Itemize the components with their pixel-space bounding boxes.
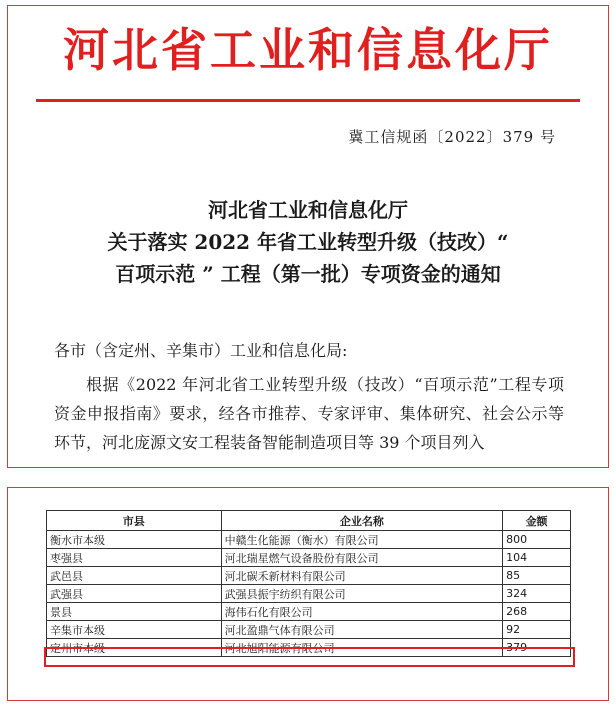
document-title [8, 194, 608, 290]
cell-company: 河北碳禾新材料有限公司 [221, 567, 503, 585]
table-row [47, 549, 571, 567]
cell-county: 武强县 [47, 585, 222, 603]
notice-document-panel [7, 5, 609, 468]
cell-amount: 104 [503, 549, 571, 567]
title-line: 百项示范 ” 工程（第一批）专项资金的通知 [115, 262, 501, 286]
cell-amount: 800 [503, 531, 571, 549]
table-row [47, 531, 571, 549]
cell-county: 武邑县 [47, 567, 222, 585]
cell-county: 景县 [47, 603, 222, 621]
cell-county: 定州市本级 [47, 639, 222, 657]
title-line: 关于落实 2022 年省工业转型升级（技改）“ [107, 230, 509, 254]
body-paragraph: 根据《2022 年河北省工业转型升级（技改）“百项示范”工程专项资金申报指南》要求，经各市推荐、专家评审、集体研究、社会公示等环节，河北庞源文安工程装备智能制造项目等 39 个项目列入 [54, 375, 564, 452]
addressee: 各市（含定州、辛集市）工业和信息化局: [54, 341, 348, 360]
cell-county: 枣强县 [47, 549, 222, 567]
cell-county: 辛集市本级 [47, 621, 222, 639]
cell-amount: 268 [503, 603, 571, 621]
document-number: 冀工信规函〔2022〕379 号 [348, 128, 556, 146]
cell-company: 中赣生化能源（衡水）有限公司 [221, 531, 503, 549]
cell-amount: 379 [503, 639, 571, 657]
table-row [47, 567, 571, 585]
cell-amount: 92 [503, 621, 571, 639]
title-line: 河北省工业和信息化厅 [208, 198, 408, 222]
funding-table [46, 510, 571, 657]
funding-table-panel [7, 487, 609, 701]
cell-county: 衡水市本级 [47, 531, 222, 549]
header-amount: 金额 [503, 511, 571, 531]
header-company: 企业名称 [221, 511, 503, 531]
cell-company: 河北瑞星燃气设备股份有限公司 [221, 549, 503, 567]
cell-company: 河北旭阳能源有限公司 [221, 639, 503, 657]
cell-amount: 324 [503, 585, 571, 603]
cell-company: 河北盈鼎气体有限公司 [221, 621, 503, 639]
table-row [47, 621, 571, 639]
table-row [47, 603, 571, 621]
letterhead-divider [36, 99, 580, 102]
letterhead-title: 河北省工业和信息化厅 [63, 23, 553, 77]
header-county: 市县 [47, 511, 222, 531]
table-header-row [47, 511, 571, 531]
cell-company: 海伟石化有限公司 [221, 603, 503, 621]
table-row-highlighted [47, 639, 571, 657]
cell-company: 武强县振宇纺织有限公司 [221, 585, 503, 603]
cell-amount: 85 [503, 567, 571, 585]
body-text [54, 370, 564, 457]
table-row [47, 585, 571, 603]
